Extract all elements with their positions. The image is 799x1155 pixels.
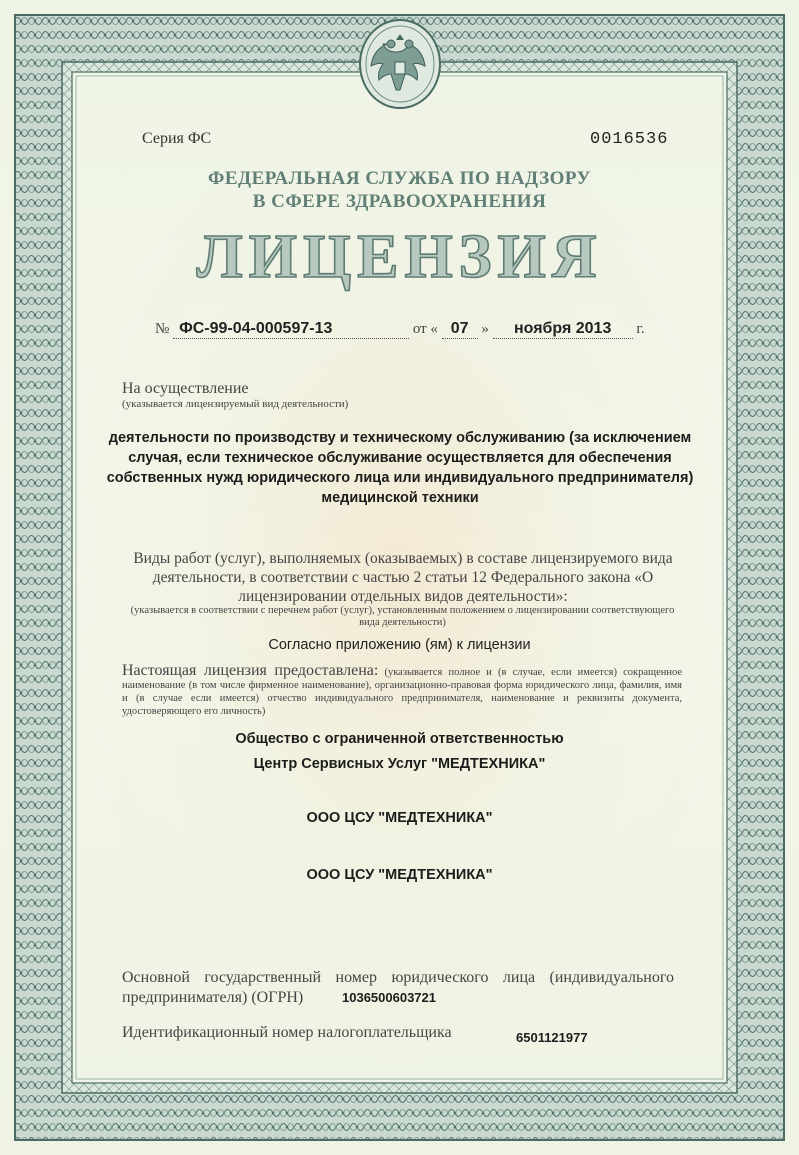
agency-name-line1: ФЕДЕРАЛЬНАЯ СЛУЖБА ПО НАДЗОРУ [208, 168, 591, 189]
works-label: Виды работ (услуг), выполняемых (оказываемых) в составе лицензируемого вида деятельности, в соответствии с частью 2 статьи 12 Федерального закона «О лицензировании отдельных видов деятельности»: [133, 550, 673, 605]
holder-full-name-line1: Общество с ограниченной ответственностью [235, 731, 564, 747]
blank-number: 0016536 [590, 130, 669, 149]
license-day: 07 [450, 320, 469, 337]
number-sign: № [155, 321, 170, 337]
license-month-year: ноября 2013 [513, 320, 612, 337]
inn-label: Идентификационный номер налогоплательщика [122, 1024, 452, 1041]
day-field [442, 320, 478, 339]
activity-label: На осуществление [122, 380, 249, 397]
activity-text: деятельности по производству и техническому обслуживанию (за исключением случая, если техническое обслуживание осуществляется для обеспечения собственных нужд юридического лица или индивидуального предпринимателя) медицинской техники [106, 430, 694, 506]
works-note: (указывается в соответствии с перечнем работ (услуг), установленным положением о лицензировании соответствующего вида деятельности) [130, 605, 675, 628]
ogrn-value: 1036500603721 [342, 990, 436, 1005]
license-number-field [173, 320, 409, 339]
double-headed-eagle-emblem-icon [357, 14, 443, 110]
agency-name-line2: В СФЕРЕ ЗДРАВООХРАНЕНИЯ [252, 191, 547, 212]
holder-label: Настоящая лицензия предоставлена: [122, 662, 379, 679]
license-number-row [155, 320, 645, 339]
document-title: ЛИЦЕНЗИЯ [196, 223, 603, 291]
quote-close: » [481, 321, 489, 337]
holder-brand-name: ООО ЦСУ "МЕДТЕХНИКА" [306, 867, 493, 883]
holder-short-name: ООО ЦСУ "МЕДТЕХНИКА" [306, 810, 493, 826]
series-label: Серия ФС [142, 130, 212, 147]
holder-block [122, 664, 682, 718]
ogrn-label: Основной государственный номер юридического лица (индивидуального предпринимателя) (ОГРН) [122, 969, 674, 1006]
month-year-field [493, 320, 633, 339]
holder-note: (указывается полное и (в случае, если имеется) сокращенное наименование (в том числе фирменное наименование), организационно-правовая форма юридического лица, фамилия, имя и (в случае если имеется) отчество индивидуального предпринимателя, наименование и реквизиты документа, удостоверяющего его личность) [122, 667, 683, 717]
from-label: от « [412, 321, 438, 337]
year-suffix: г. [636, 321, 645, 337]
activity-note: (указывается лицензируемый вид деятельности) [122, 398, 349, 410]
inn-value: 6501121977 [516, 1030, 588, 1045]
holder-full-name-line2: Центр Сервисных Услуг "МЕДТЕХНИКА" [253, 756, 546, 772]
works-value: Согласно приложению (ям) к лицензии [268, 637, 531, 653]
license-number: ФС-99-04-000597-13 [179, 320, 333, 337]
